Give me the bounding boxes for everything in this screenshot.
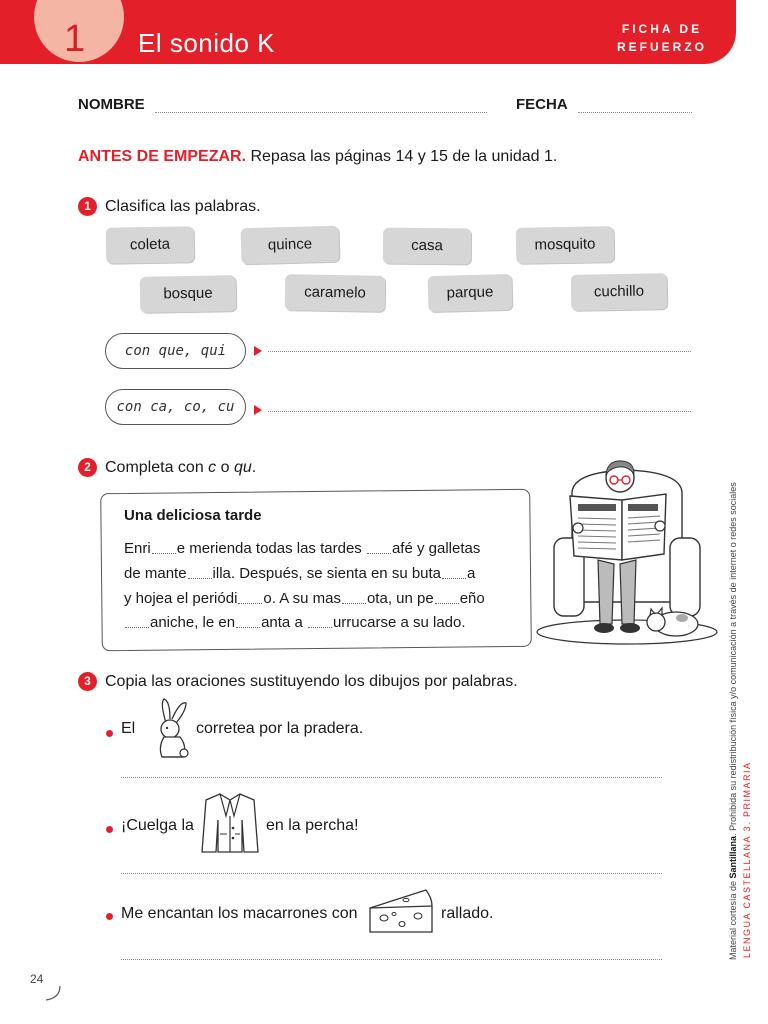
answer-line-que-qui[interactable]: [268, 350, 691, 352]
rabbit-icon: [150, 697, 194, 761]
story-text: aniche, le en: [150, 614, 236, 631]
exercise-number: 2: [78, 458, 97, 477]
story-line: [124, 614, 466, 631]
fill-blank[interactable]: [435, 592, 459, 604]
story-text: a: [467, 565, 476, 582]
page-title: El sonido K: [138, 28, 276, 58]
intro-text: Repasa las páginas 14 y 15 de la unidad 1.: [250, 148, 558, 165]
fill-blank[interactable]: [367, 542, 391, 554]
story-text: e merienda todas las tardes: [176, 540, 366, 557]
sheet-type-line2: REFUERZO: [617, 40, 707, 54]
word-card: bosque: [140, 275, 237, 313]
fill-blank[interactable]: [238, 592, 262, 604]
story-line: [124, 540, 480, 557]
story-line: [124, 590, 485, 607]
fill-blank[interactable]: [188, 567, 212, 579]
sentence-start: El: [121, 720, 136, 737]
publisher-name: Santillana: [728, 835, 738, 879]
story-text: eño: [459, 590, 485, 607]
bullet: [106, 730, 113, 737]
story-text: Enri: [124, 540, 151, 557]
answer-line-ca-co-cu[interactable]: [268, 410, 691, 412]
word-card: cuchillo: [571, 273, 668, 311]
fill-blank[interactable]: [125, 616, 149, 628]
word-card: parque: [428, 274, 513, 312]
fill-blank[interactable]: [342, 592, 366, 604]
arrow-right-icon: [254, 346, 262, 356]
sentence-start: Me encantan los macarrones con: [121, 905, 358, 922]
fill-blank[interactable]: [308, 616, 332, 628]
answer-line[interactable]: [121, 776, 662, 778]
fill-blank[interactable]: [236, 616, 260, 628]
story-text: urrucarse a su lado.: [332, 614, 466, 631]
instruction-qu: qu: [233, 459, 252, 476]
story-text: ota, un pe: [366, 590, 434, 607]
story-line: [124, 565, 475, 582]
sentence-end: corretea por la pradera.: [196, 720, 364, 737]
word-card: quince: [241, 226, 340, 265]
fill-blank[interactable]: [442, 567, 466, 579]
date-field[interactable]: [578, 111, 692, 113]
story-text: y hojea el periódi: [124, 590, 238, 607]
cheese-icon: [366, 884, 436, 936]
word-card: caramelo: [285, 274, 386, 312]
exercise-number: 3: [78, 672, 97, 691]
story-text: o. A su mas: [263, 590, 341, 607]
intro-line: [78, 148, 557, 166]
instruction-c: c: [208, 459, 217, 476]
book-title: LENGUA CASTELLANA 3. PRIMARIA: [742, 761, 752, 958]
page-corner-curve: [44, 984, 62, 1002]
exercise-number: 1: [78, 197, 97, 216]
bullet: [106, 913, 113, 920]
sentence-end: rallado.: [441, 905, 494, 922]
instruction-post: .: [251, 459, 257, 476]
story-text: anta a: [261, 614, 307, 631]
page-number: 24: [30, 972, 44, 986]
sentence-start: ¡Cuelga la: [121, 817, 194, 834]
bullet: [106, 826, 113, 833]
sheet-type-line1: FICHA DE: [621, 22, 703, 36]
jacket-icon: [198, 790, 262, 856]
word-card: casa: [383, 228, 471, 265]
name-label: NOMBRE: [78, 96, 145, 113]
category-pill-que-qui: con que, qui: [105, 333, 246, 369]
answer-line[interactable]: [121, 872, 662, 874]
story-title: Una deliciosa tarde: [124, 507, 262, 524]
story-text: de mante: [124, 565, 187, 582]
intro-lead: ANTES DE EMPEZAR.: [78, 148, 247, 165]
exercise-instruction: Clasifica las palabras.: [105, 198, 261, 215]
name-field[interactable]: [155, 111, 487, 113]
copyright-note: [728, 482, 738, 960]
instruction-mid: o: [216, 459, 234, 476]
date-label: FECHA: [516, 96, 568, 113]
exercise-instruction: Copia las oraciones sustituyendo los dibujos por palabras.: [105, 673, 518, 690]
copyright-text: . Prohibida su redistribución física y/o comunicación a través de internet o redes sociales: [728, 482, 738, 836]
answer-line[interactable]: [121, 958, 662, 960]
fill-blank[interactable]: [152, 542, 176, 554]
sentence-end: en la percha!: [266, 817, 359, 834]
category-pill-ca-co-cu: con ca, co, cu: [105, 389, 246, 425]
word-card: coleta: [106, 226, 195, 264]
exercise-1-heading: [78, 197, 261, 216]
word-card: mosquito: [516, 226, 615, 264]
exercise-2-heading: [78, 458, 256, 477]
arrow-right-icon: [254, 405, 262, 415]
man-reading-illustration: [534, 452, 720, 648]
story-text: illa. Después, se sienta en su buta: [212, 565, 442, 582]
copyright-text: Material cortesía de: [728, 878, 738, 960]
instruction-pre: Completa con: [105, 459, 209, 476]
unit-number: 1: [64, 18, 86, 60]
exercise-3-heading: [78, 672, 518, 691]
story-text: afé y galletas: [391, 540, 481, 557]
sheet-type-label: [600, 20, 724, 56]
